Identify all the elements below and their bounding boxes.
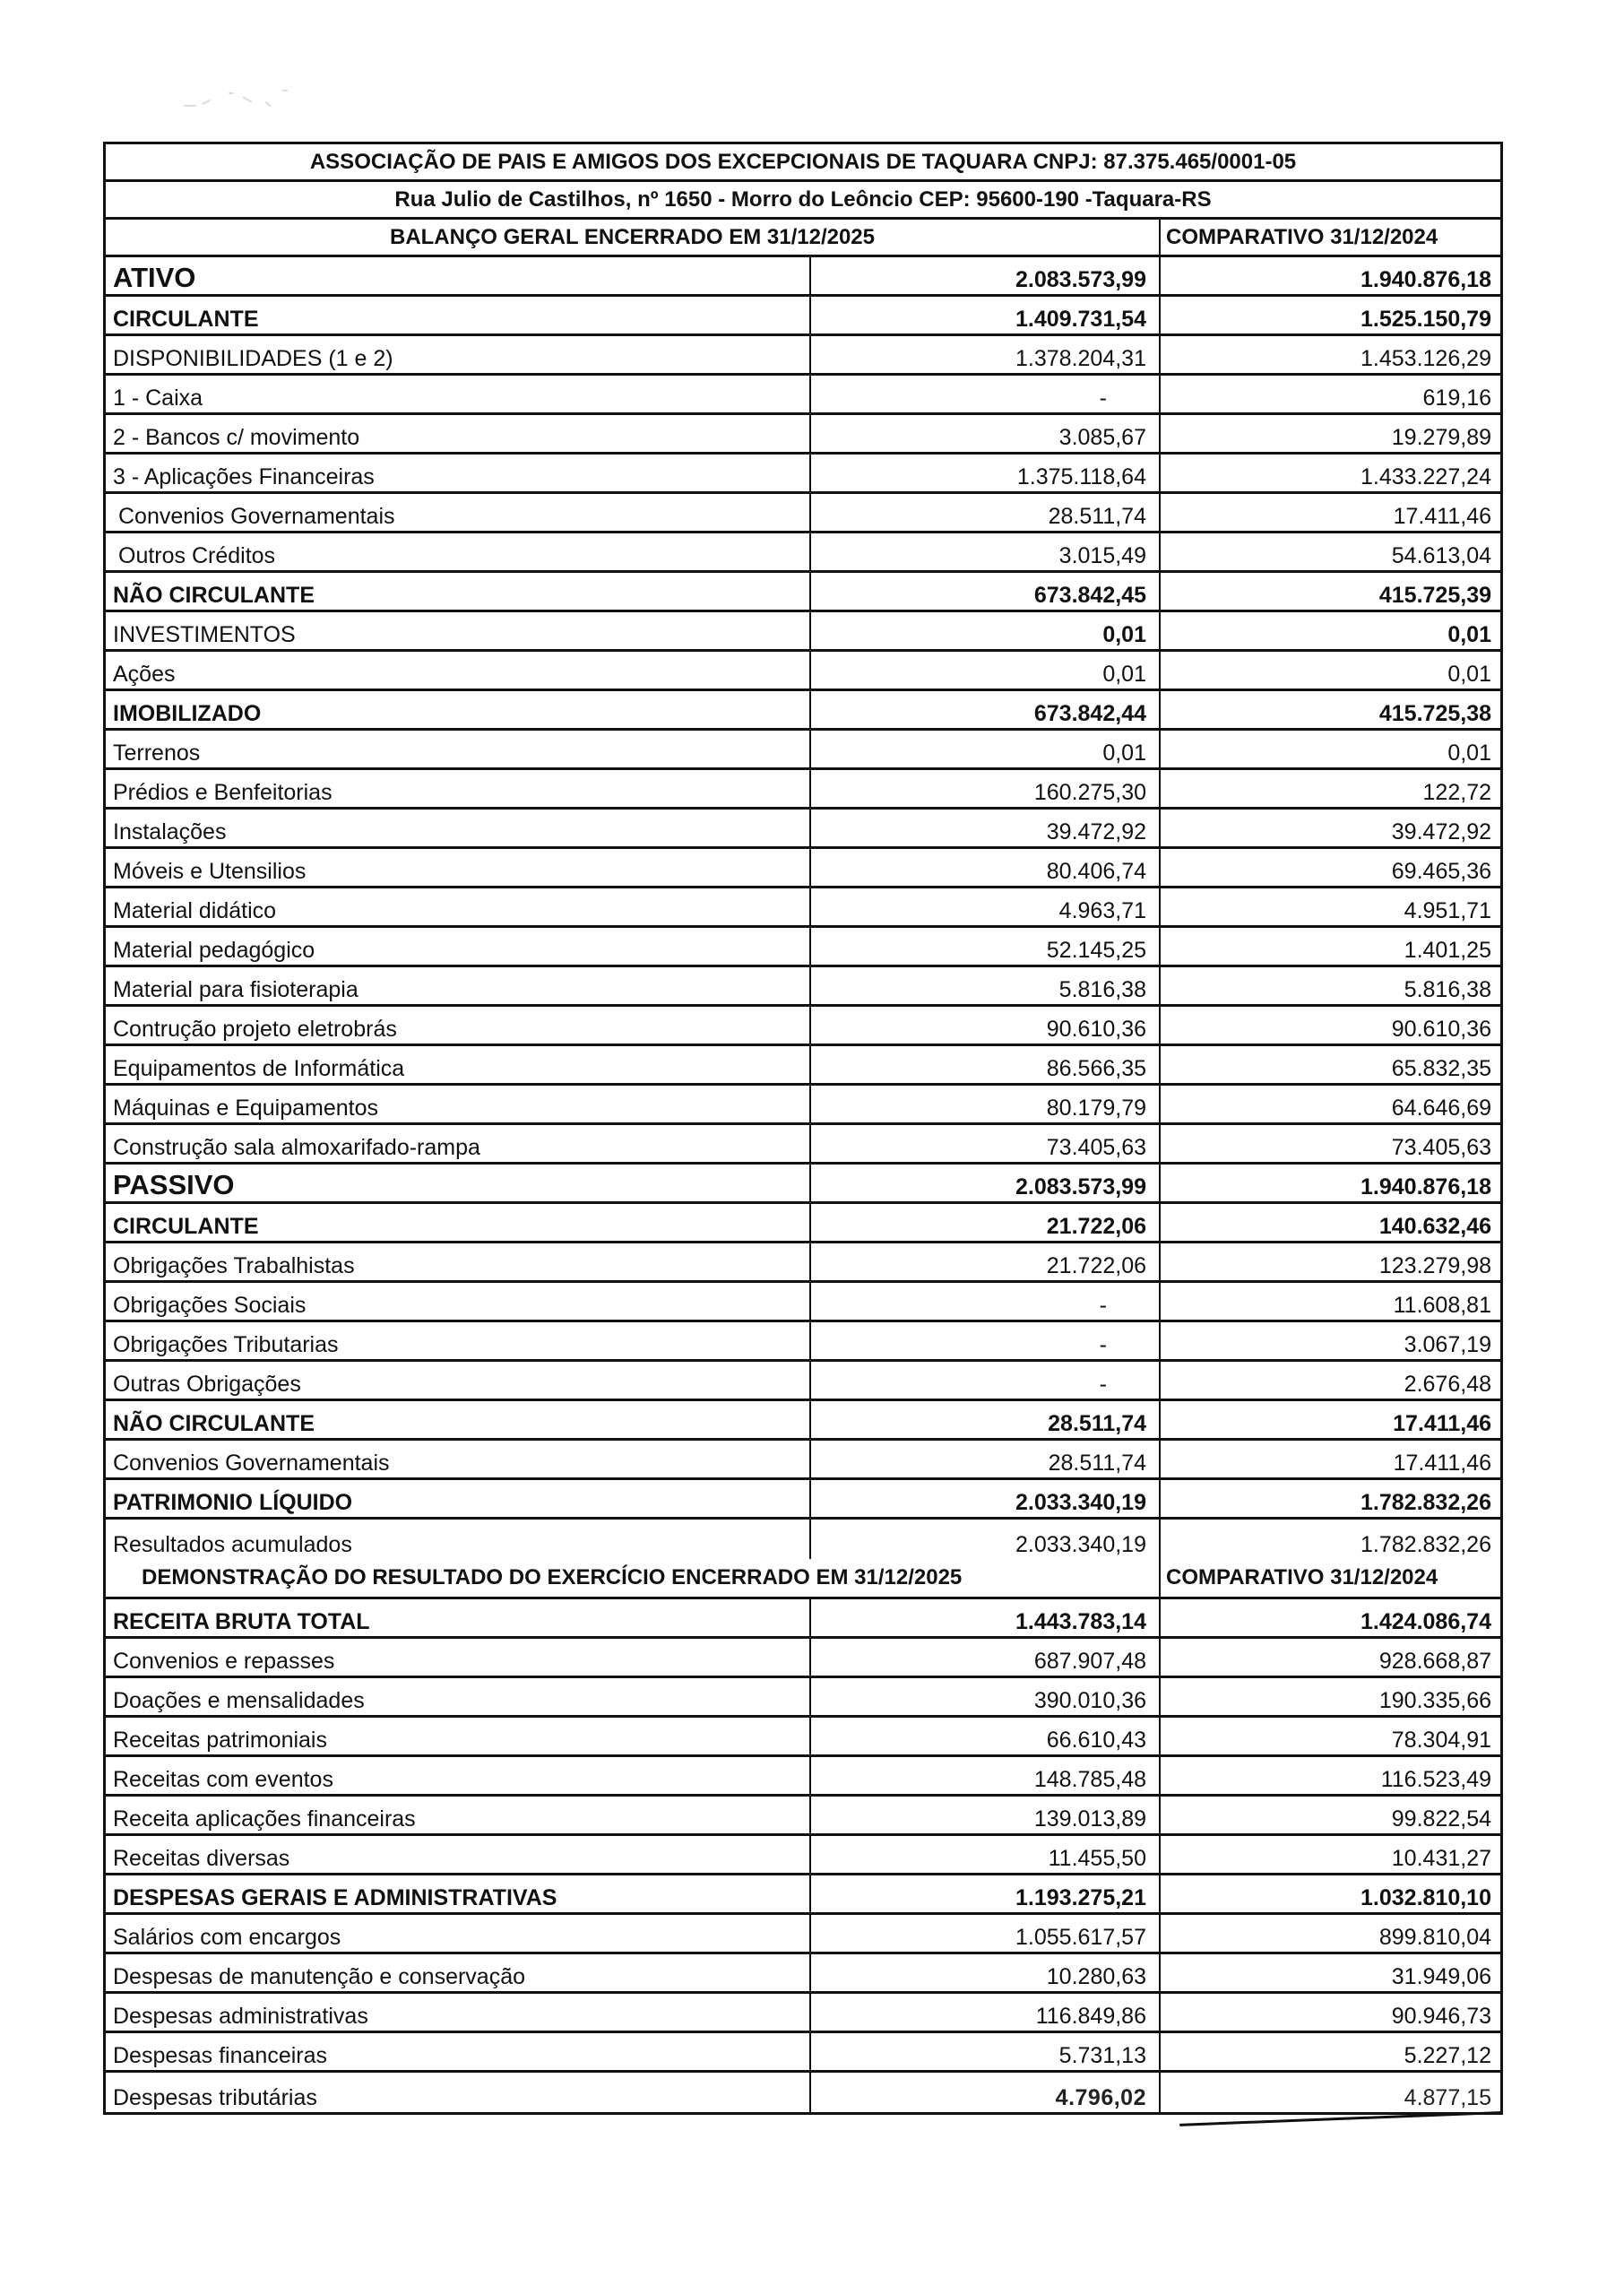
- value-2024: 2.676,48: [1404, 1372, 1491, 1397]
- value-2025: 0,01: [811, 652, 1161, 688]
- row-label: Convenios Governamentais: [106, 494, 811, 531]
- value-2025: 28.511,74: [811, 1401, 1161, 1438]
- table-row: [106, 415, 1500, 455]
- table-row: [106, 2073, 1500, 2112]
- org-header-row: [106, 144, 1500, 182]
- table-row: [106, 1441, 1500, 1480]
- table-row: [106, 1204, 1500, 1243]
- row-label: Construção sala almoxarifado-rampa: [106, 1125, 811, 1162]
- table-row: [106, 928, 1500, 967]
- value-2025: 80.406,74: [811, 849, 1161, 886]
- row-label: 2 - Bancos c/ movimento: [106, 415, 811, 452]
- row-label: Convenios e repasses: [106, 1639, 811, 1676]
- table-row: [106, 1086, 1500, 1125]
- value-2025: 80.179,79: [811, 1086, 1161, 1122]
- table-row: [106, 731, 1500, 770]
- value-2024: 190.335,66: [1378, 1688, 1491, 1713]
- balance-sheet-title-row: [106, 220, 1500, 257]
- value-2025: 21.722,06: [811, 1204, 1161, 1241]
- table-row: [106, 1836, 1500, 1875]
- row-label: Obrigações Tributarias: [106, 1322, 811, 1359]
- value-2024: 122,72: [1422, 780, 1491, 805]
- row-label: Despesas de manutenção e conservação: [106, 1954, 811, 1991]
- row-label: Material para fisioterapia: [106, 967, 811, 1004]
- value-2024: 90.610,36: [1391, 1017, 1491, 1042]
- row-label: Resultados acumulados: [106, 1520, 811, 1559]
- value-2025: 28.511,74: [811, 1441, 1161, 1477]
- value-2025: 139.013,89: [811, 1797, 1161, 1833]
- value-2024: 17.411,46: [1393, 1411, 1491, 1436]
- row-label: CIRCULANTE: [106, 1204, 811, 1241]
- value-2025: 90.610,36: [811, 1007, 1161, 1044]
- table-row: [106, 810, 1500, 849]
- value-2024: 1.940.876,18: [1361, 1174, 1491, 1199]
- value-2025: 52.145,25: [811, 928, 1161, 965]
- value-2024: 116.523,49: [1380, 1767, 1491, 1792]
- row-label: Despesas tributárias: [106, 2073, 811, 2112]
- value-2024: 39.472,92: [1391, 819, 1491, 844]
- value-2025: 73.405,63: [811, 1125, 1161, 1162]
- value-2024: 1.424.086,74: [1361, 1609, 1491, 1634]
- table-row: [106, 1994, 1500, 2033]
- value-2025: 1.409.731,54: [811, 297, 1161, 333]
- row-label: Obrigações Sociais: [106, 1283, 811, 1320]
- balance-sheet-comparative-title: COMPARATIVO 31/12/2024: [1166, 224, 1438, 249]
- value-2025: 148.785,48: [811, 1757, 1161, 1794]
- value-2025: 2.083.573,99: [811, 1165, 1161, 1201]
- table-row: [106, 1322, 1500, 1362]
- table-row: [106, 257, 1500, 297]
- scan-artifact: [175, 85, 309, 121]
- value-2025: 1.375.118,64: [811, 455, 1161, 491]
- value-2024: 90.946,73: [1391, 2004, 1491, 2029]
- row-label: 1 - Caixa: [106, 376, 811, 412]
- value-2024: 65.832,35: [1391, 1056, 1491, 1081]
- value-2024: 5.816,38: [1404, 977, 1491, 1002]
- value-2024: 123.279,98: [1378, 1253, 1491, 1278]
- value-2025: 21.722,06: [811, 1243, 1161, 1280]
- row-label: NÃO CIRCULANTE: [106, 573, 811, 610]
- table-row: [106, 376, 1500, 415]
- value-2025: 86.566,35: [811, 1046, 1161, 1083]
- table-row: [106, 967, 1500, 1007]
- value-2024: 19.279,89: [1391, 425, 1491, 450]
- value-2024: 5.227,12: [1404, 2043, 1491, 2068]
- row-label: 3 - Aplicações Financeiras: [106, 455, 811, 491]
- table-row: [106, 297, 1500, 336]
- organization-title: ASSOCIAÇÃO DE PAIS E AMIGOS DOS EXCEPCIONAIS DE TAQUARA CNPJ: 87.375.465/0001-05: [309, 149, 1297, 174]
- row-label: PASSIVO: [106, 1165, 811, 1201]
- value-2025: 66.610,43: [811, 1718, 1161, 1754]
- row-label: RECEITA BRUTA TOTAL: [106, 1599, 811, 1636]
- table-row: [106, 1125, 1500, 1165]
- value-2025: 2.083.573,99: [811, 257, 1161, 294]
- table-row: [106, 1362, 1500, 1401]
- value-2024: 899.810,04: [1378, 1925, 1491, 1950]
- table-row: [106, 1283, 1500, 1322]
- table-row: [106, 1165, 1500, 1204]
- row-label: Instalações: [106, 810, 811, 846]
- table-row: [106, 1915, 1500, 1954]
- value-2024: 11.608,81: [1393, 1293, 1491, 1318]
- value-2025: 28.511,74: [811, 494, 1161, 531]
- row-label: Salários com encargos: [106, 1915, 811, 1952]
- row-label: NÃO CIRCULANTE: [106, 1401, 811, 1438]
- value-2024: 0,01: [1447, 740, 1491, 766]
- value-2025: -: [811, 376, 1161, 412]
- value-2024: 415.725,38: [1378, 701, 1491, 726]
- row-label: Receitas diversas: [106, 1836, 811, 1873]
- value-2024: 4.877,15: [1161, 2073, 1500, 2112]
- value-2024: 1.782.832,26: [1361, 1490, 1491, 1515]
- value-2024: 1.032.810,10: [1361, 1885, 1491, 1910]
- value-2025: 4.796,02: [811, 2073, 1161, 2112]
- table-row: [106, 1520, 1500, 1559]
- row-label: Prédios e Benfeitorias: [106, 770, 811, 807]
- value-2024: 140.632,46: [1378, 1214, 1491, 1239]
- table-row: [106, 573, 1500, 612]
- table-row: [106, 1757, 1500, 1797]
- row-label: DISPONIBILIDADES (1 e 2): [106, 336, 811, 373]
- row-label: IMOBILIZADO: [106, 691, 811, 728]
- value-2025: 11.455,50: [811, 1836, 1161, 1873]
- income-statement-rows: [106, 1599, 1500, 2112]
- table-row: [106, 336, 1500, 376]
- table-row: [106, 849, 1500, 888]
- row-label: ATIVO: [106, 257, 811, 294]
- value-2024: 415.725,39: [1378, 583, 1491, 608]
- value-2024: 1.433.227,24: [1361, 464, 1491, 489]
- table-row: [106, 1678, 1500, 1718]
- value-2025: 2.033.340,19: [811, 1480, 1161, 1517]
- row-label: Despesas financeiras: [106, 2033, 811, 2070]
- table-row: [106, 1046, 1500, 1086]
- value-2024: 69.465,36: [1391, 859, 1491, 884]
- value-2025: 1.443.783,14: [811, 1599, 1161, 1636]
- value-2025: 0,01: [811, 731, 1161, 767]
- value-2025: -: [811, 1283, 1161, 1320]
- value-2024: 31.949,06: [1391, 1964, 1491, 1989]
- table-row: [106, 1639, 1500, 1678]
- row-label: Outros Créditos: [106, 533, 811, 570]
- value-2024: 1.940.876,18: [1361, 267, 1491, 292]
- income-statement-title-row: [106, 1559, 1500, 1599]
- value-2024: 78.304,91: [1391, 1728, 1491, 1753]
- row-label: Despesas administrativas: [106, 1994, 811, 2031]
- value-2025: 3.015,49: [811, 533, 1161, 570]
- table-row: [106, 455, 1500, 494]
- value-2025: 39.472,92: [811, 810, 1161, 846]
- financial-statement-table: [103, 142, 1503, 2115]
- value-2024: 1.525.150,79: [1361, 307, 1491, 332]
- table-row: [106, 1954, 1500, 1994]
- row-label: Obrigações Trabalhistas: [106, 1243, 811, 1280]
- value-2024: 0,01: [1447, 662, 1491, 687]
- value-2025: 1.193.275,21: [811, 1875, 1161, 1912]
- row-label: Convenios Governamentais: [106, 1441, 811, 1477]
- value-2025: 116.849,86: [811, 1994, 1161, 2031]
- value-2024: 73.405,63: [1391, 1135, 1491, 1160]
- row-label: Móveis e Utensilios: [106, 849, 811, 886]
- value-2025: 687.907,48: [811, 1639, 1161, 1676]
- value-2024: 10.431,27: [1391, 1846, 1491, 1871]
- row-label: Ações: [106, 652, 811, 688]
- table-row: [106, 1480, 1500, 1520]
- value-2025: -: [811, 1362, 1161, 1399]
- balance-sheet-title: BALANÇO GERAL ENCERRADO EM 31/12/2025: [106, 220, 1161, 255]
- value-2024: 1.453.126,29: [1361, 346, 1491, 371]
- row-label: Terrenos: [106, 731, 811, 767]
- value-2025: 1.378.204,31: [811, 336, 1161, 373]
- value-2025: 390.010,36: [811, 1678, 1161, 1715]
- table-row: [106, 494, 1500, 533]
- row-label: INVESTIMENTOS: [106, 612, 811, 649]
- value-2025: 10.280,63: [811, 1954, 1161, 1991]
- row-label: Receita aplicações financeiras: [106, 1797, 811, 1833]
- table-row: [106, 1718, 1500, 1757]
- table-row: [106, 1875, 1500, 1915]
- row-label: Contrução projeto eletrobrás: [106, 1007, 811, 1044]
- row-label: Receitas com eventos: [106, 1757, 811, 1794]
- value-2024: 1.401,25: [1404, 938, 1491, 963]
- value-2025: 4.963,71: [811, 888, 1161, 925]
- value-2025: 1.055.617,57: [811, 1915, 1161, 1952]
- income-statement-comparative-title: COMPARATIVO 31/12/2024: [1166, 1565, 1438, 1589]
- row-label: Outras Obrigações: [106, 1362, 811, 1399]
- value-2024: 17.411,46: [1393, 1451, 1491, 1476]
- row-label: Receitas patrimoniais: [106, 1718, 811, 1754]
- value-2024: 1.782.832,26: [1361, 1532, 1491, 1557]
- table-row: [106, 1797, 1500, 1836]
- table-row: [106, 533, 1500, 573]
- row-label: Material didático: [106, 888, 811, 925]
- value-2025: 0,01: [811, 612, 1161, 649]
- income-statement-title: DEMONSTRAÇÃO DO RESULTADO DO EXERCÍCIO ENCERRADO EM 31/12/2025: [106, 1559, 1161, 1597]
- value-2025: 3.085,67: [811, 415, 1161, 452]
- value-2024: 4.951,71: [1404, 898, 1491, 923]
- row-label: Doações e mensalidades: [106, 1678, 811, 1715]
- value-2025: 673.842,45: [811, 573, 1161, 610]
- row-label: Material pedagógico: [106, 928, 811, 965]
- value-2024: 17.411,46: [1393, 504, 1491, 529]
- value-2025: 2.033.340,19: [811, 1520, 1161, 1559]
- row-label: Máquinas e Equipamentos: [106, 1086, 811, 1122]
- value-2024: 619,16: [1422, 385, 1491, 411]
- value-2024: 0,01: [1447, 622, 1491, 647]
- address-row: [106, 182, 1500, 220]
- row-label: Equipamentos de Informática: [106, 1046, 811, 1083]
- value-2025: 5.816,38: [811, 967, 1161, 1004]
- table-row: [106, 652, 1500, 691]
- value-2024: 3.067,19: [1404, 1332, 1491, 1357]
- table-row: [106, 691, 1500, 731]
- balance-sheet-rows: [106, 257, 1500, 1559]
- value-2025: -: [811, 1322, 1161, 1359]
- value-2025: 673.842,44: [811, 691, 1161, 728]
- row-label: CIRCULANTE: [106, 297, 811, 333]
- value-2025: 160.275,30: [811, 770, 1161, 807]
- row-label: DESPESAS GERAIS E ADMINISTRATIVAS: [106, 1875, 811, 1912]
- value-2024: 54.613,04: [1391, 543, 1491, 568]
- table-row: [106, 1007, 1500, 1046]
- organization-address: Rua Julio de Castilhos, nº 1650 - Morro do Leôncio CEP: 95600-190 -Taquara-RS: [394, 186, 1212, 212]
- value-2024: 928.668,87: [1378, 1649, 1491, 1674]
- table-row: [106, 1599, 1500, 1639]
- table-row: [106, 2033, 1500, 2073]
- value-2024: 64.646,69: [1391, 1096, 1491, 1121]
- table-row: [106, 1243, 1500, 1283]
- table-row: [106, 612, 1500, 652]
- table-row: [106, 1401, 1500, 1441]
- table-row: [106, 770, 1500, 810]
- value-2025: 5.731,13: [811, 2033, 1161, 2070]
- table-row: [106, 888, 1500, 928]
- value-2024: 99.822,54: [1391, 1806, 1491, 1832]
- row-label: PATRIMONIO LÍQUIDO: [106, 1480, 811, 1517]
